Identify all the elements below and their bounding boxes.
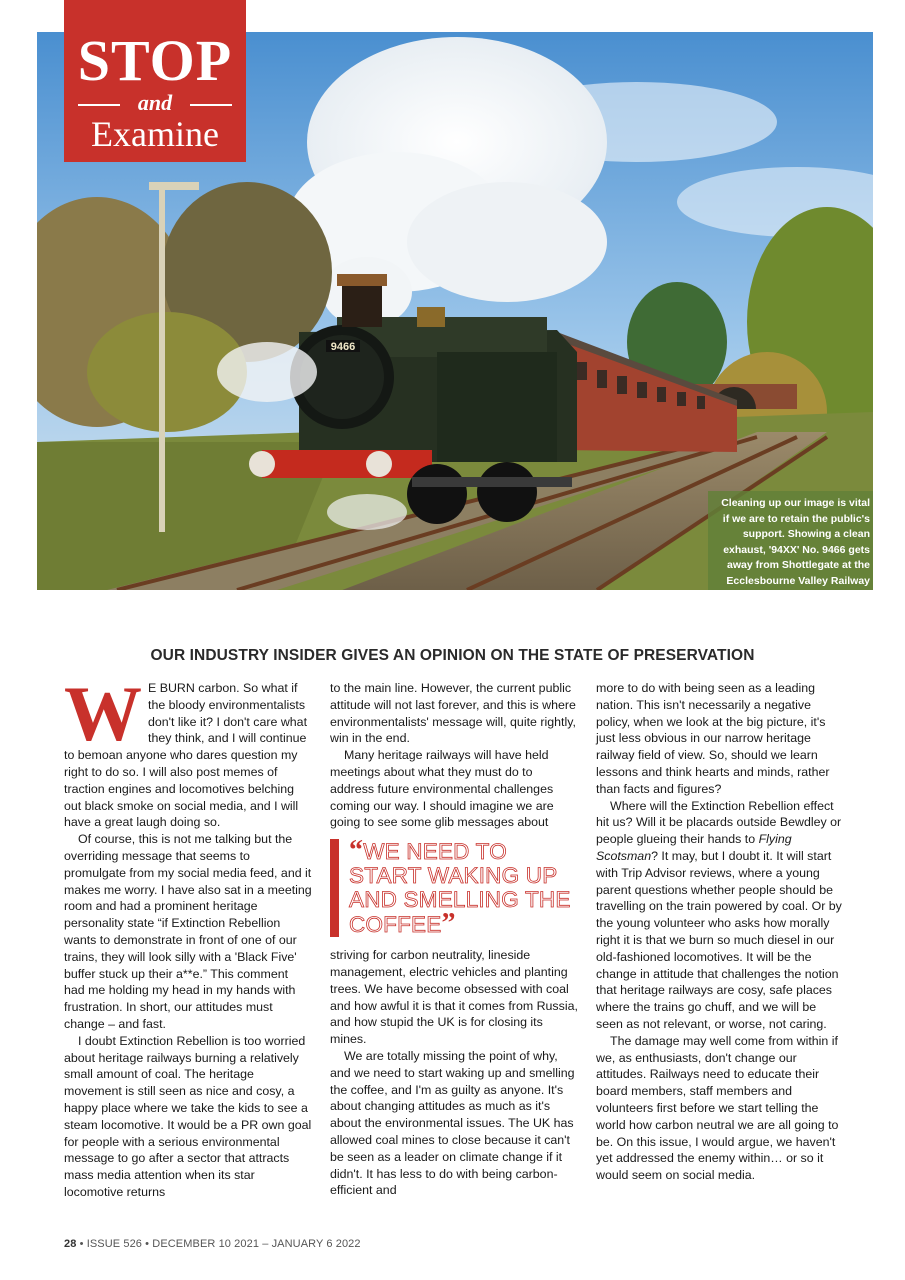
standfirst: OUR INDUSTRY INSIDER GIVES AN OPINION ON THE STATE OF PRESERVATION bbox=[150, 647, 755, 664]
paragraph: more to do with being seen as a leading nation. This isn't necessarily a negative policy, when we look at the big picture, it's just less obvious in our narrow heritage railway field of view. So, should we learn lessons and think hearts and minds, rather than facts and figures? bbox=[596, 681, 830, 796]
page-footer bbox=[64, 1238, 361, 1250]
paragraph: We are totally missing the point of why, and we need to start waking up and smelling the coffee, and I'm as guilty as anyone. It's about changing attitudes as much as it's about the environmental issues. The UK has allowed coal mines to close because it can't be seen as a leader on climate change if it didn't. It has less to do with being carbon-efficient and bbox=[330, 1048, 575, 1198]
paragraph: striving for carbon neutrality, lineside management, electric vehicles and planting trees. We have become obsessed with coal and how awful it is that it comes from Russia, and how stupid the UK is for closing its mines. bbox=[330, 948, 578, 1047]
loco-number-plate: 9466 bbox=[330, 341, 356, 353]
pull-quote bbox=[330, 835, 578, 940]
headline bbox=[18, 600, 887, 644]
issue-info: • ISSUE 526 • DECEMBER 10 2021 – JANUARY 6 2022 bbox=[76, 1238, 361, 1250]
badge-stop: STOP bbox=[77, 28, 233, 93]
paragraph: I doubt Extinction Rebellion is too worried about heritage railways burning a relatively small amount of coal. The heritage movement is still seen as nice and cosy, a happy place where we take the kids to see a steam locomotive. It would be a PR own goal for people with a serious environmental message to go after a sector that attracts mass media attention when its star locomotive returns bbox=[64, 1033, 312, 1199]
paragraph: Many heritage railways will have held meetings about what they must do to address future environmental challenges coming our way. I should imagine we are going to see some glib messages about bbox=[330, 748, 554, 830]
article-column-3 bbox=[596, 680, 846, 1184]
drop-cap: W bbox=[64, 670, 142, 757]
badge-and: and bbox=[137, 90, 173, 115]
paragraph-part: Where will the Extinction Rebellion effect hit us? Will it be placards outside Bewdley or people glueing their hands to bbox=[596, 798, 842, 847]
paragraph: E BURN carbon. So what if the bloody environmentalists don't like it? I don't care what they think, and I will continue to bemoan anyone who dares question my right to do so. I will also post memes of traction engines and locomotives belching out black smoke on social media, and I will have a great laugh doing so. bbox=[64, 681, 308, 830]
pull-quote-text: WE NEED TO START WAKING UP AND SMELLING THE COFFEE bbox=[349, 839, 571, 938]
headline-text: CHANGING ENVIRONMENTAL ATTITUDES bbox=[63, 600, 842, 644]
paragraph bbox=[596, 798, 846, 1033]
paragraph: Of course, this is not me talking but the overriding message that seems to promulgate from my social media feed, and it makes me worry. I have also sat in a meeting room and had a prominent heritage personality state “if Extinction Rebellion wants to demonstrate in front of one of our trains, they will look silly with a 'Black Five' buffer stuck up their a**e.” This comment had me holding my head in my hands with frustration. In short, our attitudes must change – and fast. bbox=[64, 832, 312, 1031]
article-column-2 bbox=[330, 680, 578, 1199]
paragraph: to the main line. However, the current public attitude will not last forever, and this is where environmentalists' message will, quite rightly, win in the end. bbox=[330, 681, 576, 746]
paragraph: The damage may well come from within if we, as enthusiasts, don't change our attitudes. Railways need to educate their board members, staff members and volunteers first before we start telling the world how carbon neutral we are all going to be. On this issue, I would argue, we haven't yet addressed the enemy within… or so it would seem on social media. bbox=[596, 1033, 839, 1183]
open-quote-mark: “ bbox=[349, 835, 364, 867]
badge-and-row bbox=[64, 92, 246, 114]
close-quote-mark: ” bbox=[441, 908, 456, 940]
paragraph-part: ? It may, but I doubt it. It will start with Trip Advisor reviews, where a young parent questions whether people should be travelling on the train powered by coal. Or by the young volunteer who asks how morally right it is that we burn so much diesel in our old-fashioned locomotives. It will be the change in attitude that challenges the notion that heritage railways are cosy, safe places where the trains go chuff, and we will be seen as not relevant, or worse, not caring. bbox=[596, 848, 842, 1031]
article-column-1 bbox=[64, 670, 312, 1201]
badge-examine: Examine bbox=[91, 114, 219, 154]
caption-text: Cleaning up our image is vital if we are to retain the public's support. Showing a clean exhaust, '94XX' No. 9466 gets away from Shottlegate at the Ecclesbourne Valley Railway bbox=[721, 497, 870, 587]
photo-caption bbox=[708, 491, 873, 590]
section-badge bbox=[64, 0, 246, 162]
locomotive-name: Flying Scotsman bbox=[596, 832, 792, 863]
page-number: 28 bbox=[64, 1238, 77, 1250]
